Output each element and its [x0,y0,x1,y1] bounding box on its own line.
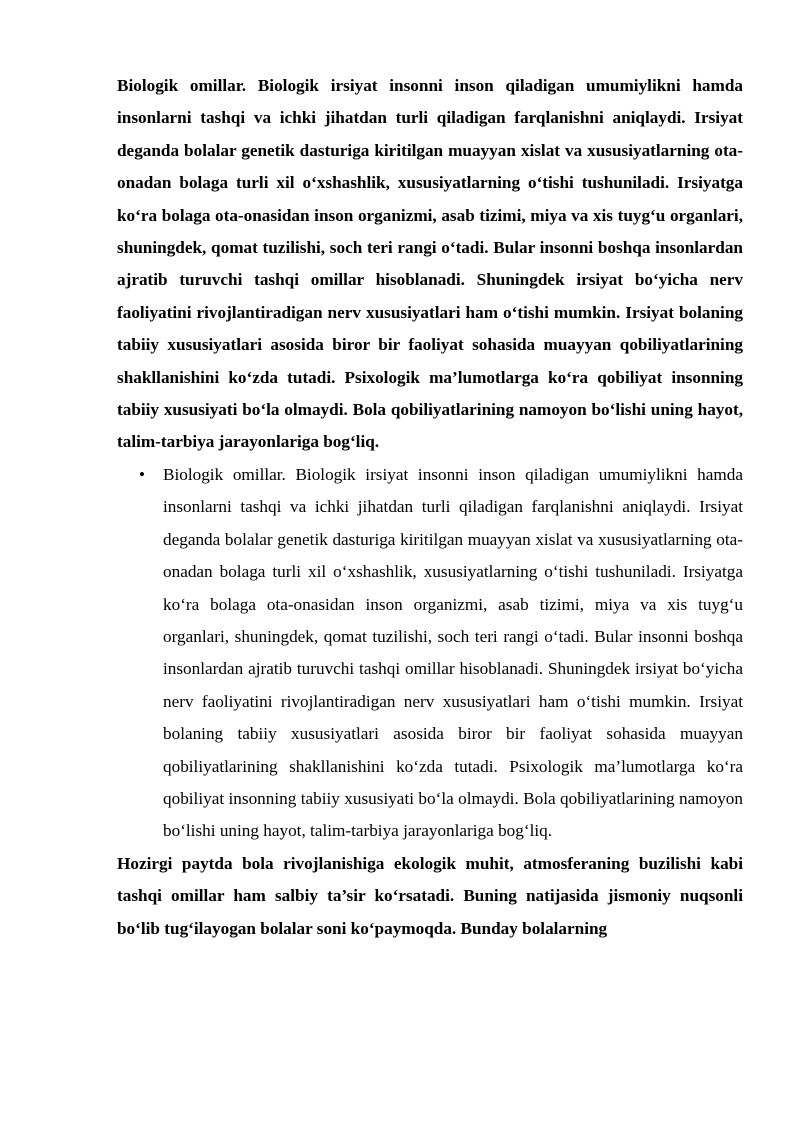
bullet-item-text: Biologik omillar. Biologik irsiyat insonni inson qiladigan umumiylikni hamda insonlarni tashqi va ichki jihatdan turli qiladigan farqlanishni aniqlaydi. Irsiyat deganda bolalar genetik dasturiga kiritilgan muayyan xislat va xususiyatlarning ota-onadan bolaga turli xil o‘xshashlik, xususiyatlarning o‘tishi tushuniladi. Irsiyatga ko‘ra bolaga ota-onasidan inson organizmi, asab tizimi, miya va xis tuyg‘u organlari, shuningdek, qomat tuzilishi, soch teri rangi o‘tadi. Bular insonni boshqa insonlardan ajratib turuvchi tashqi omillar hisoblanadi. Shuningdek irsiyat bo‘yicha nerv faoliyatini rivojlantiradigan nerv xususiyatlari ham o‘tishi mumkin. Irsiyat bolaning tabiiy xususiyatlari asosida biror bir faoliyat sohasida muayyan qobiliyatlarining shakllanishini ko‘zda tutadi. Psixologik ma’lumotlarga ko‘ra qobiliyat insonning tabiiy xususiyati bo‘la olmaydi. Bola qobiliyatlarining namoyon bo‘lishi uning hayot, talim-tarbiya jarayonlariga bog‘liq. [163,464,743,841]
bullet-icon: • [139,464,145,484]
paragraph-biological-factors: Biologik omillar. Biologik irsiyat insonni inson qiladigan umumiylikni hamda insonlarni tashqi va ichki jihatdan turli qiladigan farqlanishni aniqlaydi. Irsiyat deganda bolalar genetik dasturiga kiritilgan muayyan xislat va xususiyatlarning ota-onadan bolaga turli xil o‘xshashlik, xususiyatlarning o‘tishi tushuniladi. Irsiyatga ko‘ra bolaga ota-onasidan inson organizmi, asab tizimi, miya va xis tuyg‘u organlari, shuningdek, qomat tuzilishi, soch teri rangi o‘tadi. Bular insonni boshqa insonlardan ajratib turuvchi tashqi omillar hisoblanadi. Shuningdek irsiyat bo‘yicha nerv faoliyatini rivojlantiradigan nerv xususiyatlari ham o‘tishi mumkin. Irsiyat bolaning tabiiy xususiyatlari asosida biror bir faoliyat sohasida muayyan qobiliyatlarining shakllanishini ko‘zda tutadi. Psixologik ma’lumotlarga ko‘ra qobiliyat insonning tabiiy xususiyati bo‘la olmaydi. Bola qobiliyatlarining namoyon bo‘lishi uning hayot, talim-tarbiya jarayonlariga bog‘liq. [117,76,743,452]
paragraph-ecological-factors: Hozirgi paytda bola rivojlanishiga ekologik muhit, atmosferaning buzilishi kabi tashqi omillar ham salbiy ta’sir ko‘rsatadi. Buning natijasida jismoniy nuqsonli bo‘lib tug‘ilayogan bolalar soni ko‘paymoqda. Bunday bolalarning [117,853,743,938]
list-item [117,459,743,848]
bullet-list [117,459,743,848]
document-page [117,70,743,945]
